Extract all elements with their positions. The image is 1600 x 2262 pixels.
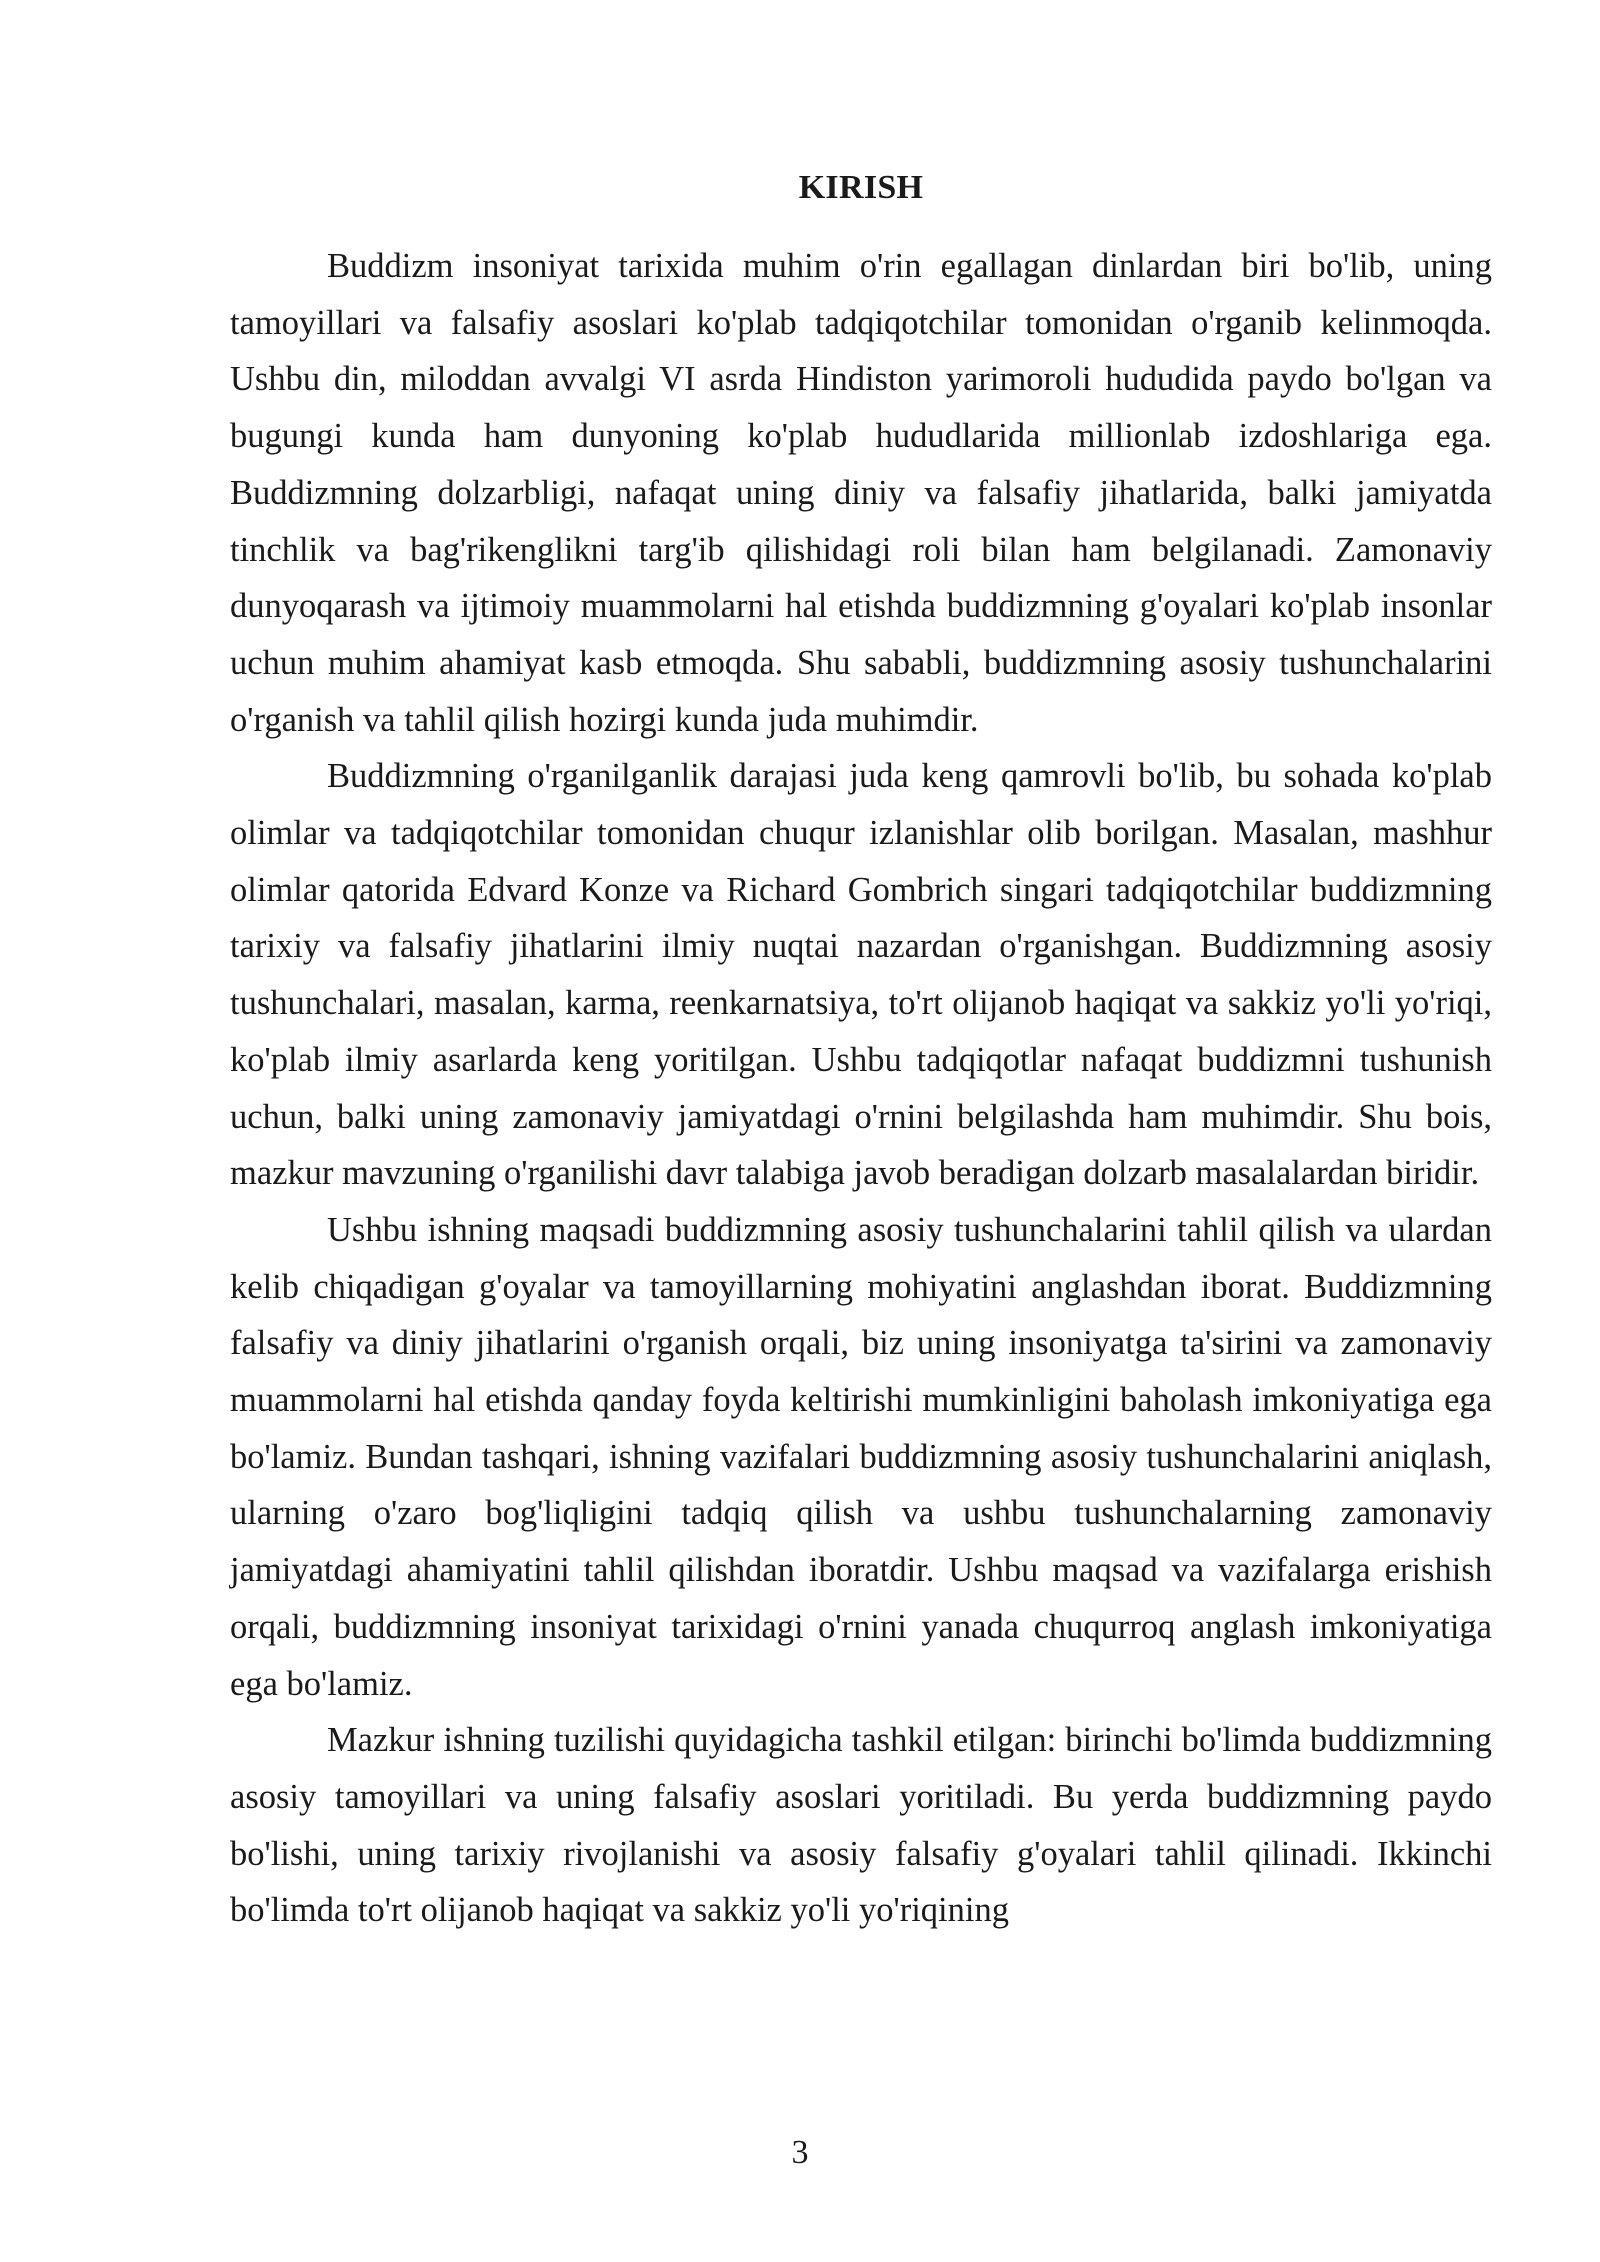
page-title: KIRISH [798, 169, 924, 206]
paragraph-3: Ushbu ishning maqsadi buddizmning asosiy tushunchalarini tahlil qilish va ulardan kelib chiqadigan g'oyalar va tamoyillarning mohiyatini anglashdan iborat. Buddizmning falsafiy va diniy jihatlarini o'rganish orqali, biz uning insoniyatga ta'sirini va zamonaviy muammolarni hal etishda qanday foyda keltirishi mumkinligini baholash imkoniyatiga ega bo'lamiz. Bundan tashqari, ishning vazifalari buddizmning asosiy tushunchalarini aniqlash, ularning o'zaro bog'liqligini tadqiq qilish va ushbu tushunchalarning zamonaviy jamiyatdagi ahamiyatini tahlil qilishdan iboratdir. Ushbu maqsad va vazifalarga erishish orqali, buddizmning insoniyat tarixidagi o'rnini yanada chuqurroq anglash imkoniyatiga ega bo'lamiz. [230, 1210, 1492, 1703]
paragraph-4: Mazkur ishning tuzilishi quyidagicha tashkil etilgan: birinchi bo'limda buddizmning asosiy tamoyillari va uning falsafiy asoslari yoritiladi. Bu yerda buddizmning paydo bo'lishi, uning tarixiy rivojlanishi va asosiy falsafiy g'oyalari tahlil qilinadi. Ikkinchi bo'limda to'rt olijanob haqiqat va sakkiz yo'li yo'riqining [230, 1721, 1492, 1930]
paragraph-1: Buddizm insoniyat tarixida muhim o'rin egallagan dinlardan biri bo'lib, uning tamoyillari va falsafiy asoslari ko'plab tadqiqotchilar tomonidan o'rganib kelinmoqda. Ushbu din, miloddan avvalgi VI asrda Hindiston yarimoroli hududida paydo bo'lgan va bugungi kunda ham dunyoning ko'plab hududlarida millionlab izdoshlariga ega. Buddizmning dolzarbligi, nafaqat uning diniy va falsafiy jihatlarida, balki jamiyatda tinchlik va bag'rikenglikni targ'ib qilishidagi roli bilan ham belgilanadi. Zamonaviy dunyoqarash va ijtimoiy muammolarni hal etishda buddizmning g'oyalari ko'plab insonlar uchun muhim ahamiyat kasb etmoqda. Shu sababli, buddizmning asosiy tushunchalarini o'rganish va tahlil qilish hozirgi kunda juda muhimdir. [230, 247, 1492, 739]
page-number: 3 [791, 2134, 809, 2171]
page-content [230, 160, 1492, 1939]
paragraph-2: Buddizmning o'rganilganlik darajasi juda keng qamrovli bo'lib, bu sohada ko'plab olimlar va tadqiqotchilar tomonidan chuqur izlanishlar olib borilgan. Masalan, mashhur olimlar qatorida Edvard Konze va Richard Gombrich singari tadqiqotchilar buddizmning tarixiy va falsafiy jihatlarini ilmiy nuqtai nazardan o'rganishgan. Buddizmning asosiy tushunchalari, masalan, karma, reenkarnatsiya, to'rt olijanob haqiqat va sakkiz yo'li yo'riqi, ko'plab ilmiy asarlarda keng yoritilgan. Ushbu tadqiqotlar nafaqat buddizmni tushunish uchun, balki uning zamonaviy jamiyatdagi o'rnini belgilashda ham muhimdir. Shu bois, mazkur mavzuning o'rganilishi davr talabiga javob beradigan dolzarb masalalardan biridir. [230, 757, 1492, 1193]
